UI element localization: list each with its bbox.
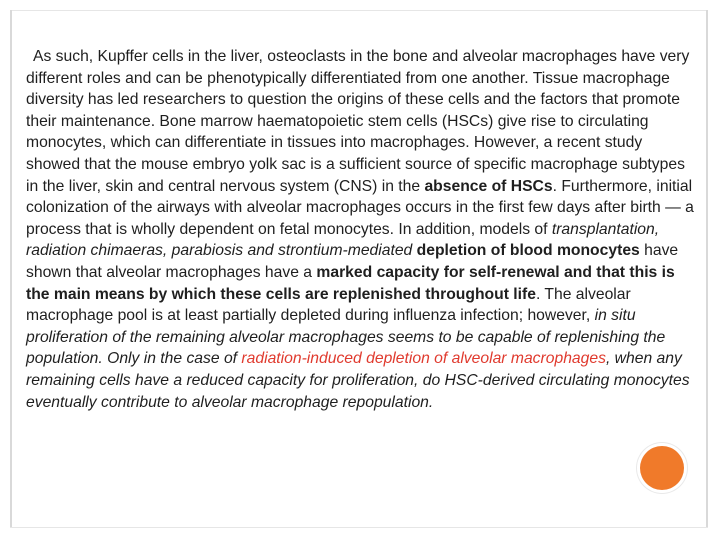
- text-run-6: have shown that alveolar macrophages have a: [26, 242, 679, 281]
- slide-border-right: [706, 10, 708, 528]
- text-run-radiation-induced-depletion: radiation-induced depletion of alveolar macrophages: [241, 350, 606, 368]
- slide-border-top: [10, 10, 708, 11]
- text-run-transplantation-models: transplantation, radiation chimaeras, parabiosis and strontium-mediated: [26, 220, 660, 260]
- slide-border-bottom: [10, 527, 708, 528]
- text-run-in-situ-proliferation: in situ proliferation of the remaining alveolar macrophages seems to be capable of replenishing the population. Only in the case of: [26, 307, 666, 368]
- text-run-hsc-repopulation: , when any remaining cells have a reduced capacity for proliferation, do HSC-derived circulating monocytes eventually contribute to alveolar macrophage repopulation.: [26, 350, 690, 411]
- slide-body-paragraph: [26, 46, 694, 413]
- text-run-8: . The alveolar macrophage pool is at least partially depleted during influenza infection; however,: [26, 285, 631, 325]
- text-run-3: . Furthermore, initial colonization of the airways with alveolar macrophages occurs in the first few days after birth — a process that is wholly dependent on fetal monocytes. In addition, models of: [26, 177, 694, 238]
- text-run-self-renewal: marked capacity for self-renewal and that this is the main means by which these cells are replenished throughout life: [26, 263, 675, 303]
- slide-border-left: [10, 10, 12, 528]
- text-run-depletion-of-blood-monocytes: depletion of blood monocytes: [412, 242, 640, 260]
- text-run-1: As such, Kupffer cells in the liver, osteoclasts in the bone and alveolar macrophages have very different roles and can be phenotypically differentiated from one another. Tissue macrophage diversity has led researchers to question the origins of these cells and the factors that promote their maintenance. Bone marrow haematopoietic stem cells (HSCs) give rise to circulating monocytes, which can differentiate in tissues into macrophages. However, a recent study showed that the mouse embryo yolk sac is a sufficient source of specific macrophage subtypes in the liver, skin and central nervous system (CNS) in the: [26, 48, 690, 195]
- slide-number-dot: [640, 446, 684, 490]
- text-run-absence-of-hscs: absence of HSCs: [424, 177, 553, 195]
